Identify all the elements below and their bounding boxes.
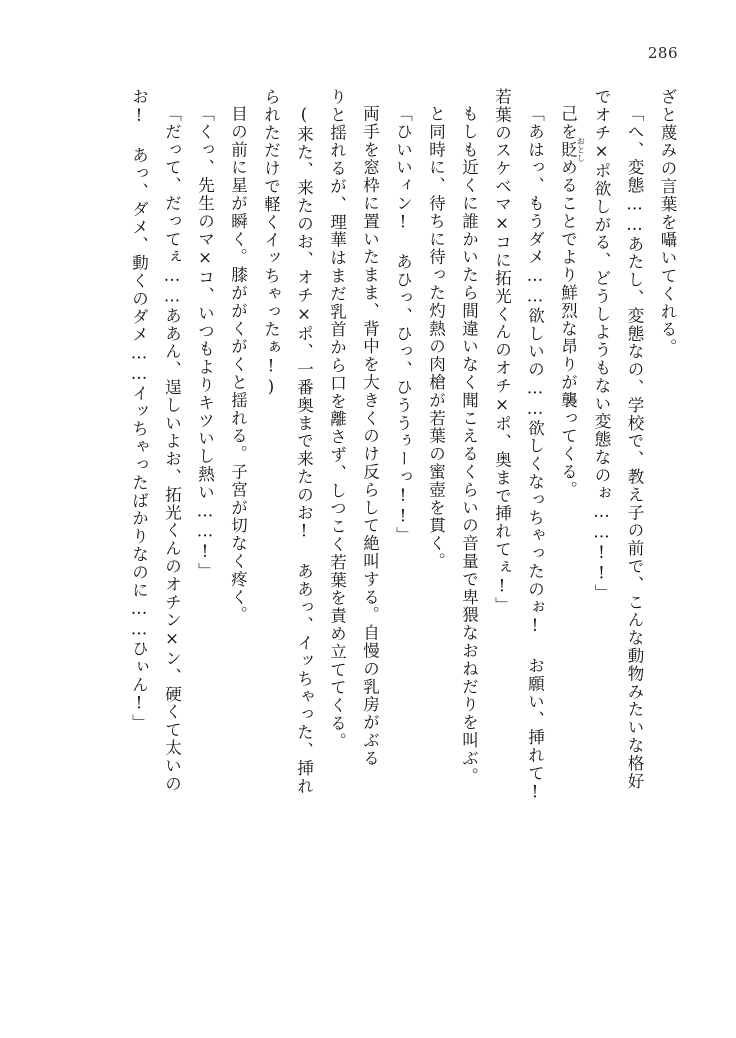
text-line: と同時に、待ちに待った灼熱の肉槍が若葉の蜜壺を貫く。 [426,105,446,571]
text-line: お! あっ、ダメ、動くのダメ……イッちゃったばかりなのに……ひぃん!」 [129,88,149,732]
text-line: ざと蔑みの言葉を囁いてくれる。 [658,88,677,357]
text-line: 「くっ、先生のマ×コ、いつもよりキツいし熱い……!」 [195,105,215,581]
text-line: でオチ×ポ欲しがる、どうしようもない変態なのぉ……!!」 [592,88,611,602]
text-line: 両手を窓枠に置いたまま、背中を大きくのけ反らして絶叫する。自慢の乳房がぶる [360,105,380,768]
text-line: 「だって、だってぇ……ああん、逞しいよお、拓光くんのオチン×ン、硬くて太いの [162,105,182,793]
text-line: もしも近くに誰かいたら間違いなく聞こえるくらいの音量で卑猥なおねだりを叫ぶ。 [459,105,479,786]
body-text [96,88,684,888]
ruby-annotation: 貶 おとし [558,137,586,163]
text-line: 若葉のスケベマ×コに拓光くんのオチ×ポ、奥まで挿れてぇ!」 [492,88,512,615]
text-line: られただけで軽くイッちゃったぁ!) [261,88,281,398]
text-line-with-ruby: 己を貶 おとしめることでより鮮烈な昂りが襲ってくる。 [558,105,586,499]
text-line: 目の前に星が瞬く。膝ががくがくと揺れる。子宮が切なく疼く。 [228,105,248,625]
text-line: (来た、来たのお、オチ×ポ、一番奥まで来たのお! ああっ、イッちゃった、挿れ [294,105,314,796]
text-line: 「へ、変態……あたし、変態なの、学校で、教え子の前で、こんな動物みたいな格好 [625,105,644,791]
text-line: りと揺れるが、理華はまだ乳首から口を離さず、しつこく若葉を責め立ててくる。 [327,88,347,751]
text-line: 「あはっ、もうダメ……欲しいの……欲しくなっちゃったのぉ! お願い、挿れて! [525,105,545,803]
text-line: 「ひいいィン! あひっ、ひっ、ひううぅーっ!!」 [393,105,413,545]
page-number: 286 [647,44,678,62]
